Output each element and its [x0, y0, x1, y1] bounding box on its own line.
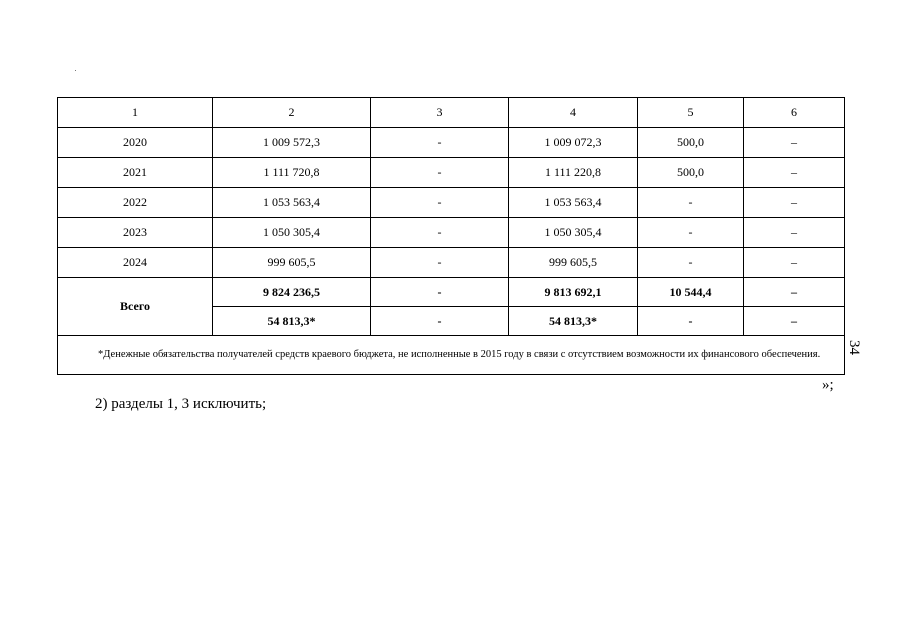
table-cell: 1 053 563,4	[509, 188, 638, 218]
table-cell: -	[371, 248, 509, 278]
footnote-text: *Денежные обязательства получателей средств краевого бюджета, не исполненные в 2015 году в связи с отсутствием возможности их финансового обеспечения.	[98, 349, 821, 360]
table-row	[58, 218, 845, 248]
table-cell: –	[744, 248, 845, 278]
table-cell: -	[371, 128, 509, 158]
year-cell: 2022	[58, 188, 213, 218]
year-cell: 2023	[58, 218, 213, 248]
total-cell: 10 544,4	[638, 278, 744, 307]
table-cell: –	[744, 188, 845, 218]
budget-table	[57, 97, 845, 375]
footnote-cell	[58, 336, 845, 375]
table-cell: –	[744, 128, 845, 158]
total-cell: -	[371, 307, 509, 336]
header-cell: 4	[509, 98, 638, 128]
header-cell: 3	[371, 98, 509, 128]
table-row	[58, 128, 845, 158]
header-cell: 5	[638, 98, 744, 128]
total-cell: -	[638, 307, 744, 336]
footnote-row	[58, 336, 845, 375]
total-cell: 54 813,3*	[213, 307, 371, 336]
year-cell: 2021	[58, 158, 213, 188]
table-cell: -	[371, 188, 509, 218]
table-cell: 1 111 220,8	[509, 158, 638, 188]
table-cell: -	[371, 218, 509, 248]
year-cell: 2024	[58, 248, 213, 278]
total-cell: 9 824 236,5	[213, 278, 371, 307]
total-cell: -	[371, 278, 509, 307]
header-cell: 2	[213, 98, 371, 128]
total-cell: –	[744, 307, 845, 336]
total-row	[58, 278, 845, 307]
table-cell: 1 111 720,8	[213, 158, 371, 188]
table-cell: –	[744, 218, 845, 248]
clause-text: 2) разделы 1, 3 исключить;	[95, 396, 267, 412]
table-cell: 1 009 072,3	[509, 128, 638, 158]
page-number: 34	[846, 340, 862, 355]
table-cell: 500,0	[638, 158, 744, 188]
table-cell: 1 053 563,4	[213, 188, 371, 218]
table-cell: -	[371, 158, 509, 188]
table-cell: 1 050 305,4	[509, 218, 638, 248]
total-cell: –	[744, 278, 845, 307]
year-cell: 2020	[58, 128, 213, 158]
table-row	[58, 158, 845, 188]
table-row	[58, 248, 845, 278]
header-cell: 1	[58, 98, 213, 128]
total-cell: 54 813,3*	[509, 307, 638, 336]
table-cell: -	[638, 248, 744, 278]
total-label-cell: Всего	[58, 278, 213, 336]
table-row	[58, 188, 845, 218]
table-cell: 1 050 305,4	[213, 218, 371, 248]
table-cell: –	[744, 158, 845, 188]
table-cell: -	[638, 188, 744, 218]
header-cell: 6	[744, 98, 845, 128]
table-cell: 999 605,5	[509, 248, 638, 278]
table-cell: 500,0	[638, 128, 744, 158]
table-cell: -	[638, 218, 744, 248]
total-cell: 9 813 692,1	[509, 278, 638, 307]
closing-quote: »;	[822, 377, 834, 393]
table-header-row	[58, 98, 845, 128]
table-cell: 1 009 572,3	[213, 128, 371, 158]
table-cell: 999 605,5	[213, 248, 371, 278]
scan-speck	[75, 70, 76, 71]
